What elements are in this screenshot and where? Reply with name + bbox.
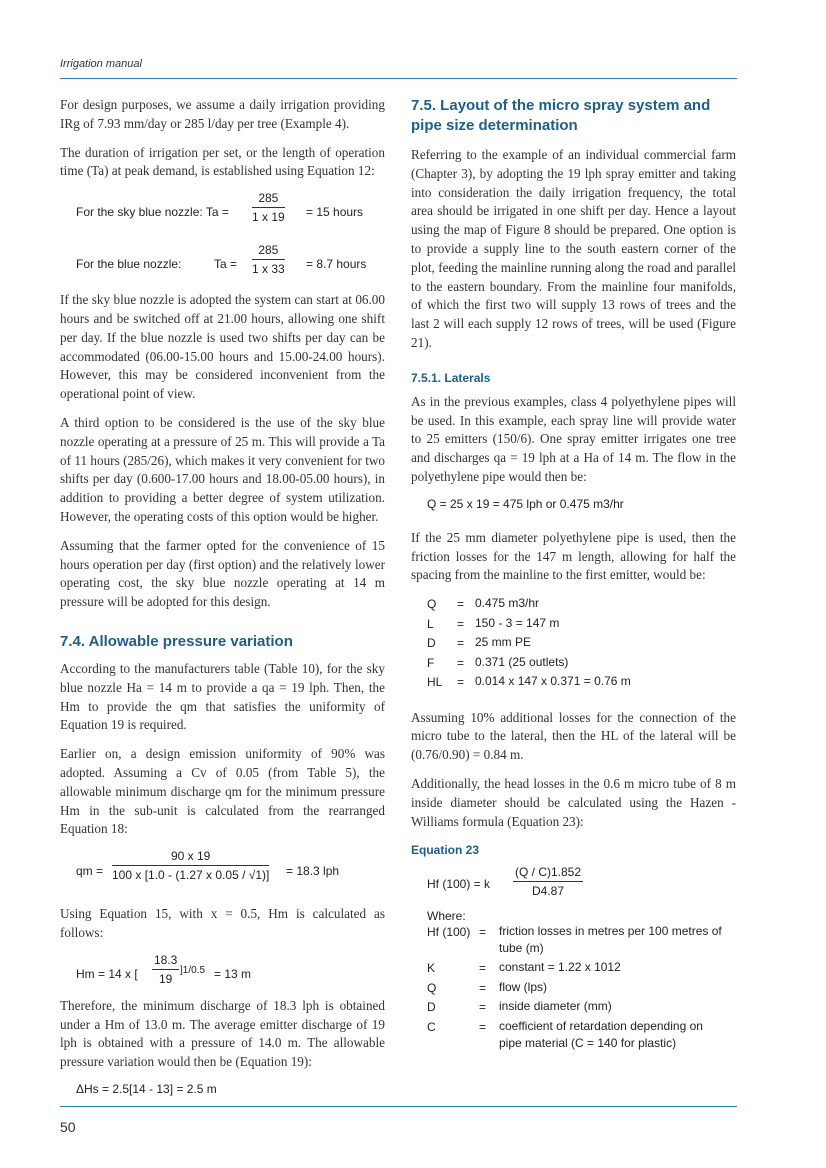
definition-row [427,673,725,693]
definition: 0.371 (25 outlets) [475,654,569,669]
symbol: Q [427,980,437,995]
paragraph: Therefore, the minimum discharge of 18.3 lph is obtained under a Hm of 13.0 m. The average emitter discharge of 19 lph is obtained with a pressure of 14.0 m. The allowable pressure variation would then be (Equation 19): [60,997,385,1070]
definition-row [427,998,725,1018]
paragraph: According to the manufacturers table (Table 10), for the sky blue nozzle Ha = 14 m to provide a qa = 19 lph. Then, the Hm to provide the qm that satisfies the uniformity of Equation 19 is required. [60,660,385,733]
symbol: C [427,1019,436,1034]
paragraph: Assuming that the farmer opted for the convenience of 15 hours operation per day (first option) and the relatively lower operating cost, the sky blue nozzle operating at 14 m pressure will be adopted for this design. [60,537,385,610]
paragraph: Using Equation 15, with x = 0.5, Hm is calculated as follows: [60,906,385,940]
paragraph: For design purposes, we assume a daily irrigation providing IRg of 7.93 mm/day or 285 l/day per tree (Example 4). [60,97,385,131]
fraction: $\frac{285}{1 x 33}$ [252,243,285,277]
section-heading-7-5: 7.5. Layout of the micro spray system and pipe size determination [411,97,711,134]
definition-row [427,615,725,635]
definition-row [427,1018,725,1054]
equals-sign: = [457,675,465,690]
fraction: $\frac{90 x 19}{100 x [1.0 - (1.27 x 0.05 / √1)]}$ [112,849,270,883]
paragraph: If the sky blue nozzle is adopted the system can start at 06.00 hours and be switched off at 21.00 hours, allowing one shift per day. If the blue nozzle is used two shifts per day can be accommodated (06.00-15.00 hours and 15.00-24.00 hours). However, this may be considered inconvenient from the operational point of view. [60,292,385,402]
definition-row [427,634,725,654]
paragraph: As in the previous examples, class 4 polyethylene pipes will be used. In this example, each spray line will provide water to 25 emitters (150/6). One spray emitter irrigates one tree and discharges qa = 19 lph at a Ha of 14 m. The flow in the polyethylene pipe would then be: [411,393,736,484]
definition: inside diameter (mm) [499,999,612,1014]
fraction: $\frac{(Q / C)1.852}{D4.87}$ [515,865,582,899]
definition-row [427,923,725,959]
fraction: $\frac{285}{1 x 19}$ [252,191,285,225]
left-column [60,96,385,1096]
page-number: 50 [60,1119,76,1135]
equals-sign: = [479,1000,487,1015]
symbol: D [427,636,436,651]
variables-table [427,595,725,693]
equals-sign: = [479,925,487,940]
equation-23: Hf (100) = k $\frac{(Q / C)1.852}{D4.87}$ [427,865,582,899]
paragraph: Referring to the example of an individual commercial farm (Chapter 3), by adopting the 19 lph spray emitter and taking into consideration the daily irrigation frequency, the total area should be irrigated in one shift per day. Hence a layout using the map of Figure 8 should be prepared. One option is to provide a supply line to the south eastern corner of the plot, feeding the mainline running along the road and parallel to the eastern boundary. From the mainline four manifolds, of which the first two will supply 13 rows of trees and the last 2 will each supply 12 rows of trees, will be used (Figure 21). [411,147,736,350]
paragraph: Additionally, the head losses in the 0.6 m micro tube of 8 m inside diameter should be calculated using the Hazen - Williams formula (Equation 23): [411,776,736,829]
equation-sky-blue: For the sky blue nozzle: Ta = $\frac{285}{1 x 19}$ = 15 hours [76,191,364,225]
equation-qm: qm = $\frac{90 x 19}{100 x [1.0 - (1.27 x 0.05 / √1)]}$ = 18.3 lph [76,849,340,883]
equation-delta-hs: ΔHs = 2.5[14 - 13] = 2.5 m [76,1081,217,1096]
subsection-heading-laterals: 7.5.1. Laterals [411,370,491,385]
definition: flow (lps) [499,979,548,994]
paragraph: Assuming 10% additional losses for the connection of the micro tube to the lateral, then the HL of the lateral will be (0.76/0.90) = 0.84 m. [411,709,736,763]
equals-sign: = [479,980,487,995]
definition: 25 mm PE [475,635,532,650]
definition: 0.014 x 147 x 0.371 = 0.76 m [475,674,631,689]
equation-flow: Q = 25 x 19 = 475 lph or 0.475 m3/hr [427,496,624,511]
symbol: HL [427,675,443,690]
definition-row [427,595,725,615]
definition-row [427,979,725,999]
definitions-table [427,923,725,1054]
definition: friction losses in metres per 100 metres of tube (m) [499,924,722,956]
equals-sign: = [457,597,465,612]
paragraph: The duration of irrigation per set, or the length of operation time (Ta) at peak demand, is established using Equation 12: [60,144,385,179]
definition: constant = 1.22 x 1012 [499,960,621,975]
symbol: F [427,655,435,670]
symbol: Q [427,597,437,612]
header-rule [60,78,737,79]
equation-hm: Hm = 14 x [ $\frac{18.3}{19}$ ]1/0.5 = 13 m [76,952,252,986]
definition: 0.475 m3/hr [475,596,540,611]
equation-blue: For the blue nozzle: Ta = $\frac{285}{1 x 33}$ = 8.7 hours [76,243,367,277]
definition: coefficient of retardation depending on pipe material (C = 140 for plastic) [499,1018,703,1050]
section-heading-7-4: 7.4. Allowable pressure variation [60,632,293,650]
paragraph: A third option to be considered is the use of the sky blue nozzle operating at a pressure of 25 m. This will provide a Ta of 11 hours (285/26), which makes it very convenient for two shifts per day (0.600-17.00 hours and 18.00-05.00 hours), in addition to providing a better degree of system utilization. However, the operating costs of this option would be higher. [60,414,385,524]
running-header: Irrigation manual [60,58,142,70]
equals-sign: = [457,616,465,631]
equals-sign: = [479,1019,487,1034]
definition-row [427,654,725,674]
equals-sign: = [479,961,487,976]
fraction: $\frac{18.3}{19}$ [154,952,178,986]
symbol: L [427,616,434,631]
equals-sign: = [457,636,465,651]
equation-23-title: Equation 23 [411,843,480,858]
right-column [411,96,736,1054]
definition: 150 - 3 = 147 m [475,615,560,630]
symbol: K [427,961,436,976]
symbol: Hf (100) [427,925,471,940]
symbol: D [427,1000,436,1015]
where-label: Where: [427,909,466,924]
footer-rule [60,1106,737,1107]
paragraph: If the 25 mm diameter polyethylene pipe is used, then the friction losses for the 147 m length, allowing for half the spacing from the mainline to the first emitter, would be: [411,529,736,583]
definition-row [427,959,725,979]
paragraph: Earlier on, a design emission uniformity of 90% was adopted. Assuming a Cv of 0.05 (from Table 5), the allowable minimum discharge qm for the minimum pressure Hm in the sub-unit is calculated from the rearranged Equation 18: [60,746,385,837]
equals-sign: = [457,655,465,670]
